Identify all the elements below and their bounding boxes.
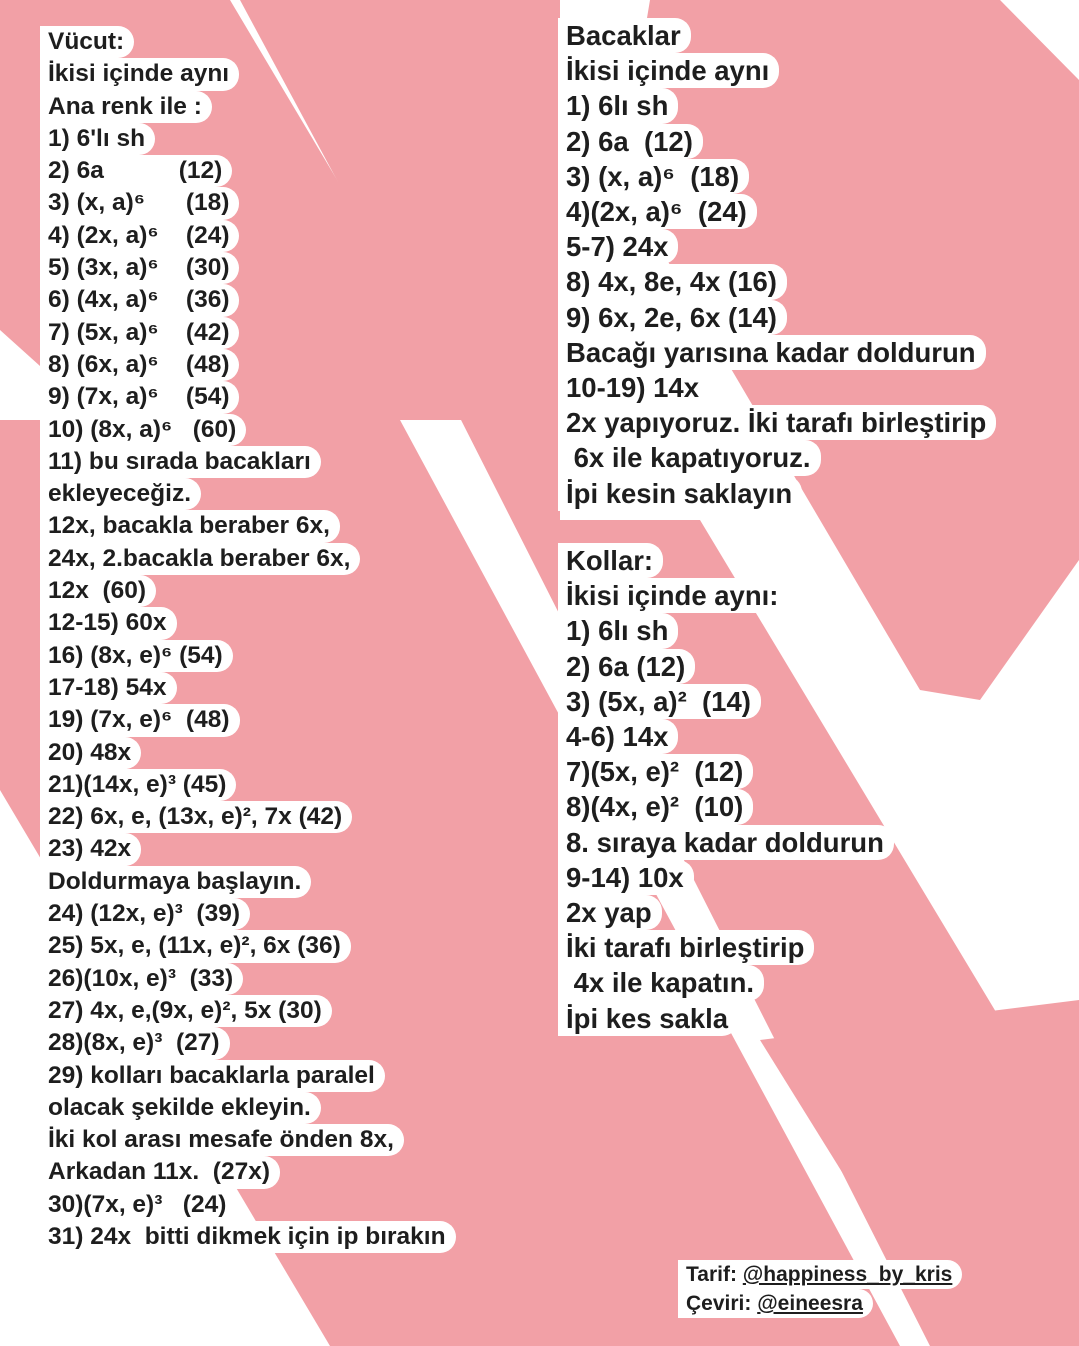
kollar-line: 8)(4x, e)² (10)	[558, 789, 753, 824]
vucut-line: 12-15) 60x	[40, 607, 177, 639]
bacaklar-line: 10-19) 14x	[558, 370, 709, 405]
kollar-line: Kollar:	[558, 543, 663, 578]
kollar-line: İpi kes sakla	[558, 1001, 738, 1036]
vucut-line: 7) (5x, a)⁶ (42)	[40, 317, 239, 349]
kollar-line: 8. sıraya kadar doldurun	[558, 825, 894, 860]
bacaklar-line: Bacağı yarısına kadar doldurun	[558, 335, 986, 370]
bacaklar-line: 8) 4x, 8e, 4x (16)	[558, 264, 787, 299]
vucut-line: 10) (8x, a)⁶ (60)	[40, 414, 246, 446]
vucut-line: 27) 4x, e,(9x, e)², 5x (30)	[40, 995, 332, 1027]
vucut-line: 1) 6'lı sh	[40, 123, 155, 155]
vucut-line: 24x, 2.bacakla beraber 6x,	[40, 543, 360, 575]
kollar-line: 2) 6a (12)	[558, 649, 695, 684]
vucut-line: 29) kolları bacaklarla paralel	[40, 1060, 385, 1092]
vucut-line: 8) (6x, a)⁶ (48)	[40, 349, 239, 381]
bacaklar-line: 1) 6lı sh	[558, 88, 678, 123]
vucut-line: 16) (8x, e)⁶ (54)	[40, 640, 233, 672]
vucut-line: 4) (2x, a)⁶ (24)	[40, 220, 239, 252]
bacaklar-section	[558, 18, 996, 511]
vucut-line: ekleyeceğiz.	[40, 478, 201, 510]
kollar-line: 2x yap	[558, 895, 662, 930]
vucut-line: 12x, bacakla beraber 6x,	[40, 510, 340, 542]
vucut-line: 2) 6a (12)	[40, 155, 232, 187]
vucut-line: 28)(8x, e)³ (27)	[40, 1027, 230, 1059]
tarif-handle[interactable]: @happiness_by_kris	[742, 1263, 953, 1286]
vucut-line: olacak şekilde ekleyin.	[40, 1092, 321, 1124]
vucut-line: Arkadan 11x. (27x)	[40, 1156, 280, 1188]
kollar-line: 9-14) 10x	[558, 860, 694, 895]
bacaklar-line: 2x yapıyoruz. İki tarafı birleştirip	[558, 405, 996, 440]
bacaklar-line: İkisi içinde aynı	[558, 53, 779, 88]
bacaklar-line: 4)(2x, a)⁶ (24)	[558, 194, 757, 229]
vucut-line: 21)(14x, e)³ (45)	[40, 769, 236, 801]
vucut-line: 25) 5x, e, (11x, e)², 6x (36)	[40, 930, 351, 962]
bacaklar-line: Bacaklar	[558, 18, 691, 53]
bacaklar-line: 5-7) 24x	[558, 229, 678, 264]
vucut-line: 9) (7x, a)⁶ (54)	[40, 381, 239, 413]
vucut-line: Ana renk ile :	[40, 91, 212, 123]
vucut-line: 24) (12x, e)³ (39)	[40, 898, 250, 930]
bacaklar-line: 6x ile kapatıyoruz.	[558, 440, 821, 475]
vucut-line: 11) bu sırada bacakları	[40, 446, 321, 478]
vucut-line: İki kol arası mesafe önden 8x,	[40, 1124, 404, 1156]
tarif-label: Tarif:	[686, 1263, 743, 1286]
vucut-line: 19) (7x, e)⁶ (48)	[40, 704, 240, 736]
vucut-line: 31) 24x bitti dikmek için ip bırakın	[40, 1221, 456, 1253]
vucut-line: İkisi içinde aynı	[40, 58, 239, 90]
kollar-line: 4x ile kapatın.	[558, 965, 764, 1000]
ceviri-handle[interactable]: @eineesra	[757, 1292, 863, 1315]
vucut-line: 17-18) 54x	[40, 672, 177, 704]
vucut-line: 20) 48x	[40, 737, 141, 769]
vucut-line: 6) (4x, a)⁶ (36)	[40, 284, 239, 316]
vucut-line: 5) (3x, a)⁶ (30)	[40, 252, 239, 284]
vucut-line: 12x (60)	[40, 575, 156, 607]
vucut-line: 22) 6x, e, (13x, e)², 7x (42)	[40, 801, 352, 833]
kollar-section	[558, 543, 894, 1036]
bacaklar-line: 3) (x, a)⁶ (18)	[558, 159, 749, 194]
vucut-line: 30)(7x, e)³ (24)	[40, 1189, 236, 1221]
vucut-line: 23) 42x	[40, 833, 141, 865]
kollar-line: İkisi içinde aynı:	[558, 578, 788, 613]
vucut-line: Vücut:	[40, 26, 134, 58]
bacaklar-line: 2) 6a (12)	[558, 124, 703, 159]
bacaklar-line: 9) 6x, 2e, 6x (14)	[558, 300, 787, 335]
vucut-line: Doldurmaya başlayın.	[40, 866, 311, 898]
bacaklar-line: İpi kesin saklayın	[558, 476, 802, 511]
credits	[678, 1260, 962, 1318]
kollar-line: 1) 6lı sh	[558, 613, 678, 648]
vucut-line: 26)(10x, e)³ (33)	[40, 963, 243, 995]
kollar-line: 3) (5x, a)² (14)	[558, 684, 761, 719]
vucut-section	[40, 26, 456, 1253]
kollar-line: 4-6) 14x	[558, 719, 678, 754]
kollar-line: 7)(5x, e)² (12)	[558, 754, 753, 789]
ceviri-label: Çeviri:	[686, 1292, 758, 1315]
credit-ceviri	[678, 1289, 873, 1318]
vucut-line: 3) (x, a)⁶ (18)	[40, 187, 239, 219]
kollar-line: İki tarafı birleştirip	[558, 930, 814, 965]
credit-tarif	[678, 1260, 962, 1289]
